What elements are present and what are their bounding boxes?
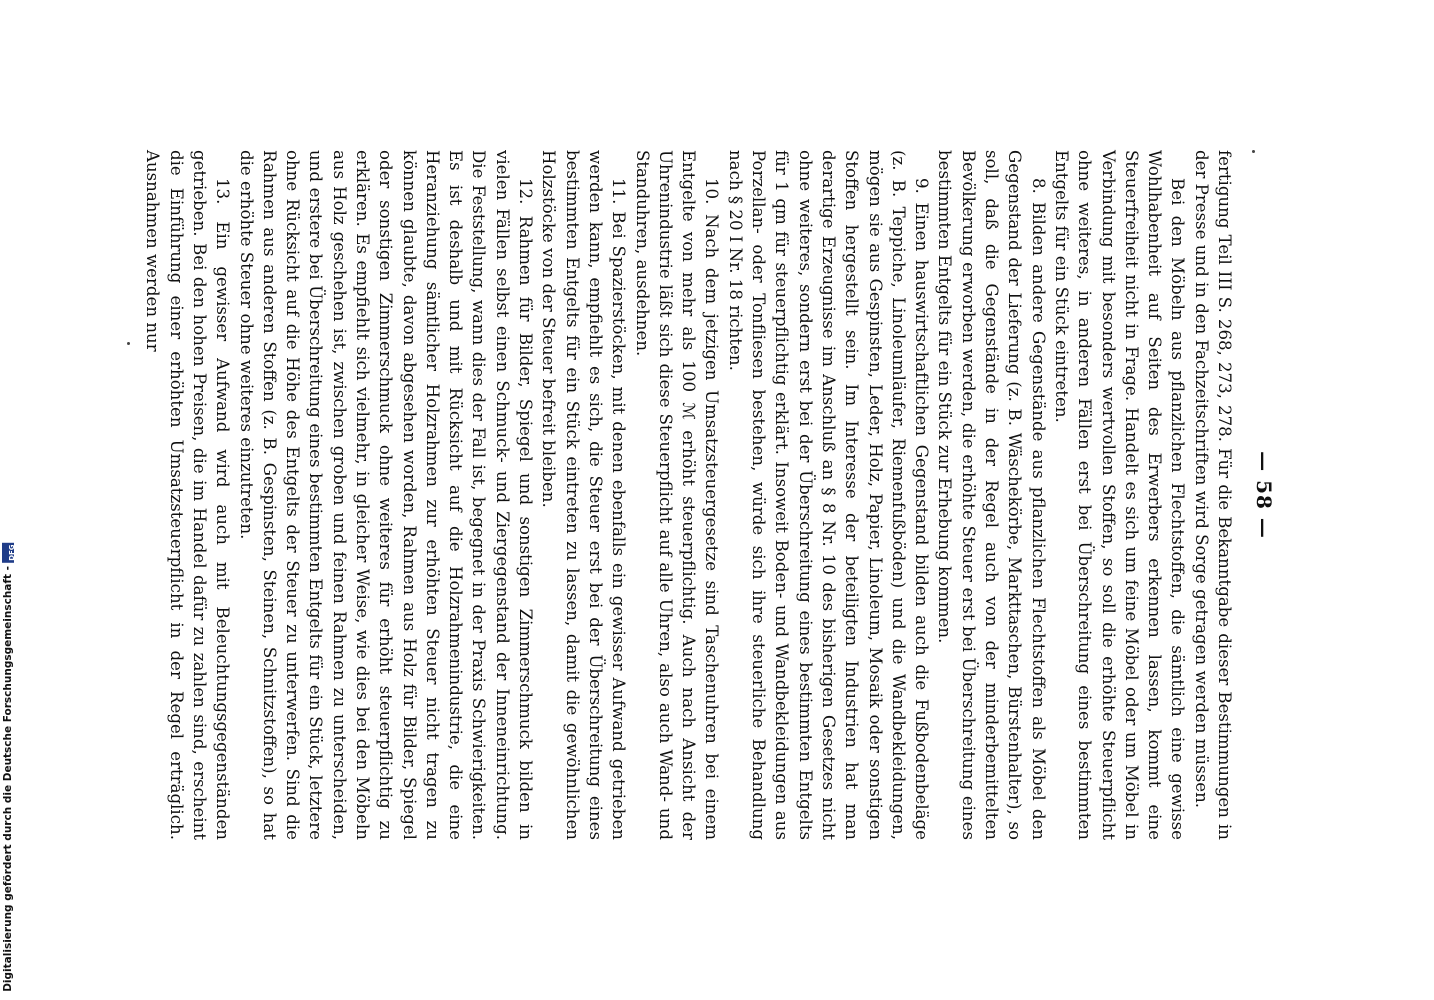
body-text: [141, 150, 1236, 840]
document-page: [140, 0, 1290, 1000]
paragraph: 9. Einen hauswirtschaftlichen Gegenstand bilden auch die Fußbodenbeläge (z. B. Teppiche, Linoleumläufer, Riemenfußböden) und die Wandbekleidungen, mögen sie aus Gespinsten, Leder, Holz, Papier, Linoleum, Mosaik oder sonstigen Stoffen hergestellt sein. Im Interesse der beteiligten Industrien hat man derartige Erzeugnisse im Anschluß an § 8 Nr. 10 des bisherigen Gesetzes nicht ohne weiteres, sondern erst bei der Überschreitung eines bestimmten Entgelts für 1 qm für steuerpflichtig erklärt. Insoweit Boden- und Wandbekleidungen aus Porzellan- oder Tonfliesen bestehen, würde sich ihre steuerliche Behandlung nach § 20 I Nr. 18 richten.: [725, 150, 932, 840]
scan-speck: [127, 342, 130, 345]
paragraph: fertigung Teil III S. 268, 273, 278. Für die Bekanntgabe dieser Bestimmungen in der Presse und in den Fachzeitschriften wird Sorge getragen werden müssen.: [1191, 150, 1234, 840]
paragraph: 8. Bilden andere Gegenstände aus pflanzlichen Flechtstoffen als Möbel den Gegenstand der Lieferung (z. B. Wäschekörbe, Markttaschen, Bürstenhalter), so soll, daß die Gegenstände in der Regel auch von der minderbemittelten Bevölkerung erworben werden, die erhöhte Steuer erst bei Überschreitung eines bestimmten Entgelts für ein Stück zur Erhebung kommen.: [935, 150, 1048, 840]
credit-text: Digitalisierung gefördert durch die Deutsche Forschungsgemeinschaft -: [2, 566, 14, 992]
page-content: [143, 150, 1276, 840]
paragraph: 12. Rahmen für Bilder, Spiegel und sonstigen Zimmerschmuck bilden in vielen Fällen selbst einen Schmuck- und Ziergegenstand der Inneneinrichtung. Die Feststellung, wann dies der Fall ist, begegnet in der Praxis Schwierigkeiten. Es ist deshalb und mit Rücksicht auf die Holzrahmenindustrie, die eine Heranziehung sämtlicher Holzrahmen zur erhöhten Steuer nicht tragen zu können glaubte, davon abgesehen worden, Rahmen aus Holz für Bilder, Spiegel oder sonstigen Zimmerschmuck ohne weiteres für erhöht steuerpflichtig zu erklären. Es empfiehlt sich vielmehr, in gleicher Weise, wie dies bei den Möbeln aus Holz geschehen ist, zwischen groben und feinen Rahmen zu unterscheiden, und erstere bei Überschreitung eines bestimmten Entgelts für ein Stück, letztere ohne Rücksicht auf die Höhe des Entgelts der Steuer zu unterwerfen. Sind die Rahmen aus anderen Stoffen (z. B. Gespinsten, Steinen, Schnitzstoffen), so hat die erhöhte Steuer ohne weiteres einzutreten.: [236, 150, 536, 840]
page-number: — 58 —: [1252, 451, 1276, 539]
dfg-logo-icon: DFG: [2, 543, 14, 563]
scan-speck: [1252, 150, 1255, 153]
paragraph: Bei den Möbeln aus pflanzlichen Flechtstoffen, die sämtlich eine gewisse Wohlhabenheit auf Seiten des Erwerbers erkennen lassen, kommt eine Steuerfreiheit nicht in Frage. Handelt es sich um feine Möbel oder um Möbel in Verbindung mit besonders wertvollen Stoffen, so soll die erhöhte Steuerpflicht ohne weiteres, in anderen Fällen erst bei Überschreitung eines bestimmten Entgelts für ein Stück eintreten.: [1051, 150, 1188, 840]
paragraph: 13. Ein gewisser Aufwand wird auch mit Beleuchtungsgegenständen getrieben. Bei den hohen Preisen, die im Handel dafür zu zahlen sind, erscheint die Einführung einer erhöhten Umsatzsteuerpflicht in der Regel erträglich. Ausnahmen werden nur: [143, 150, 233, 840]
paragraph: 11. Bei Spazierstöcken, mit denen ebenfalls ein gewisser Aufwand getrieben werden kann, empfiehlt es sich, die Steuer erst bei der Überschreitung eines bestimmten Entgelts für ein Stück eintreten zu lassen, damit die gewöhnlichen Holzstöcke von der Steuer befreit bleiben.: [539, 150, 629, 840]
digitization-credit: [2, 543, 14, 992]
paragraph: 10. Nach dem jetzigen Umsatzsteuergesetze sind Taschenuhren bei einem Entgelte von mehr als 100 ℳ erhöht steuerpflichtig. Auch nach Ansicht der Uhrenindustrie läßt sich diese Steuerpflicht auf alle Uhren, also auch Wand- und Standuhren, ausdehnen.: [632, 150, 722, 840]
